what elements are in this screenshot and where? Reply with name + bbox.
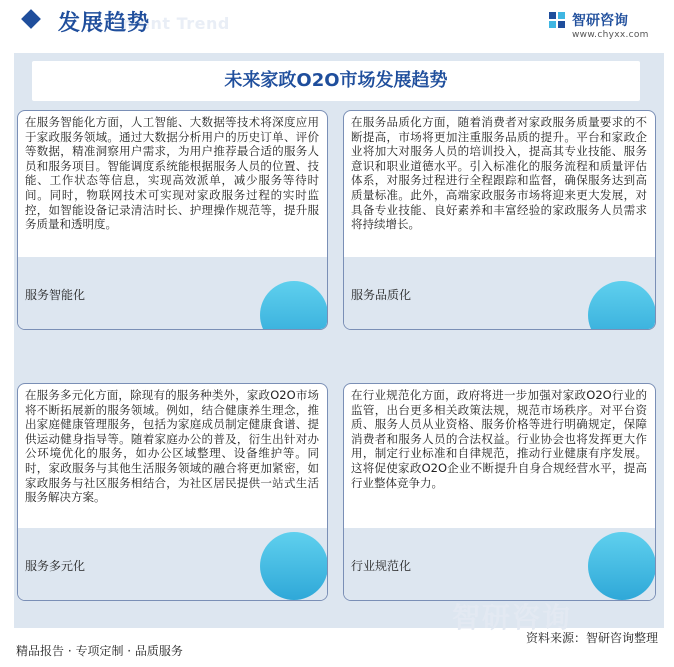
page-footer xyxy=(0,628,674,667)
card-label: 服务多元化 xyxy=(25,559,86,573)
logo-url: www.chyxx.com xyxy=(572,30,649,40)
page-title: 未来家政O2O市场发展趋势 xyxy=(32,61,640,101)
card-text: 在服务多元化方面，除现有的服务种类外，家政O2O市场将不断拓展新的服务领域。例如，结合健康养生理念，推出家庭健康管理服务，包括为家庭成员制定健康食谱、提供运动健身指导等。随着家庭办公的普及，衍生出针对办公环境优化的服务，如办公区域整理、设备维护等。同时，家政服务与其他生活服务领域的融合将更加紧密，如家政服务与社区服务相结合，为社区居民提供一站式生活服务解决方案。 xyxy=(25,388,319,505)
card-text: 在服务品质化方面，随着消费者对家政服务质量要求的不断提高，市场将更加注重服务品质的提升。平台和家政企业将加大对服务人员的培训投入，提高其专业技能、服务意识和职业道德水平。引入标准化的服务流程和质量评估体系，对服务过程进行全程跟踪和监督，确保服务达到高质量标准。此外，高端家政服务市场将迎来更大发展，对具备专业技能、良好素养和丰富经验的家政服务人员需求将持续增长。 xyxy=(351,115,647,232)
trend-card-quality xyxy=(343,110,656,330)
section-title: 发展趋势 xyxy=(58,11,151,36)
logo-icon xyxy=(548,11,566,29)
header-subtitle-watermark: ment Trend xyxy=(122,14,230,33)
source-note: 资料来源：智研咨询整理 xyxy=(525,631,658,645)
trend-card-intelligent xyxy=(17,110,328,330)
circle-icon xyxy=(588,532,656,600)
card-label: 服务品质化 xyxy=(351,288,412,302)
card-label: 行业规范化 xyxy=(351,559,412,573)
circle-icon xyxy=(260,532,328,600)
page-header xyxy=(0,0,674,44)
card-label: 服务智能化 xyxy=(25,288,86,302)
card-text: 在服务智能化方面，人工智能、大数据等技术将深度应用于家政服务领域。通过大数据分析用户的历史订单、评价等数据，精准洞察用户需求，为用户推荐最合适的服务人员和服务项目。智能调度系统能根据服务人员的位置、技能、工作状态等信息，实现高效派单，减少服务等待时间。同时，物联网技术可实现对家政服务过程的实时监控，如智能设备记录清洁时长、护理操作规范等，提升服务质量和透明度。 xyxy=(25,115,319,232)
logo-name: 智研咨询 xyxy=(572,13,628,29)
card-text: 在行业规范化方面，政府将进一步加强对家政O2O行业的监管，出台更多相关政策法规，规范市场秩序。对平台资质、服务人员从业资格、服务价格等进行明确规定，保障消费者和服务人员的合法权益。行业协会也将发挥更大作用，制定行业标准和自律规范，推动行业健康有序发展。这将促使家政O2O企业不断提升自身合规经营水平，提高行业整体竞争力。 xyxy=(351,388,647,490)
brand-logo xyxy=(542,9,662,45)
watermark-text: 智研咨询 xyxy=(452,601,573,634)
diamond-icon xyxy=(21,9,41,29)
footer-tagline: 精品报告 · 专项定制 · 品质服务 xyxy=(16,644,183,658)
trend-card-diversified xyxy=(17,383,328,601)
trend-card-standardized xyxy=(343,383,656,601)
